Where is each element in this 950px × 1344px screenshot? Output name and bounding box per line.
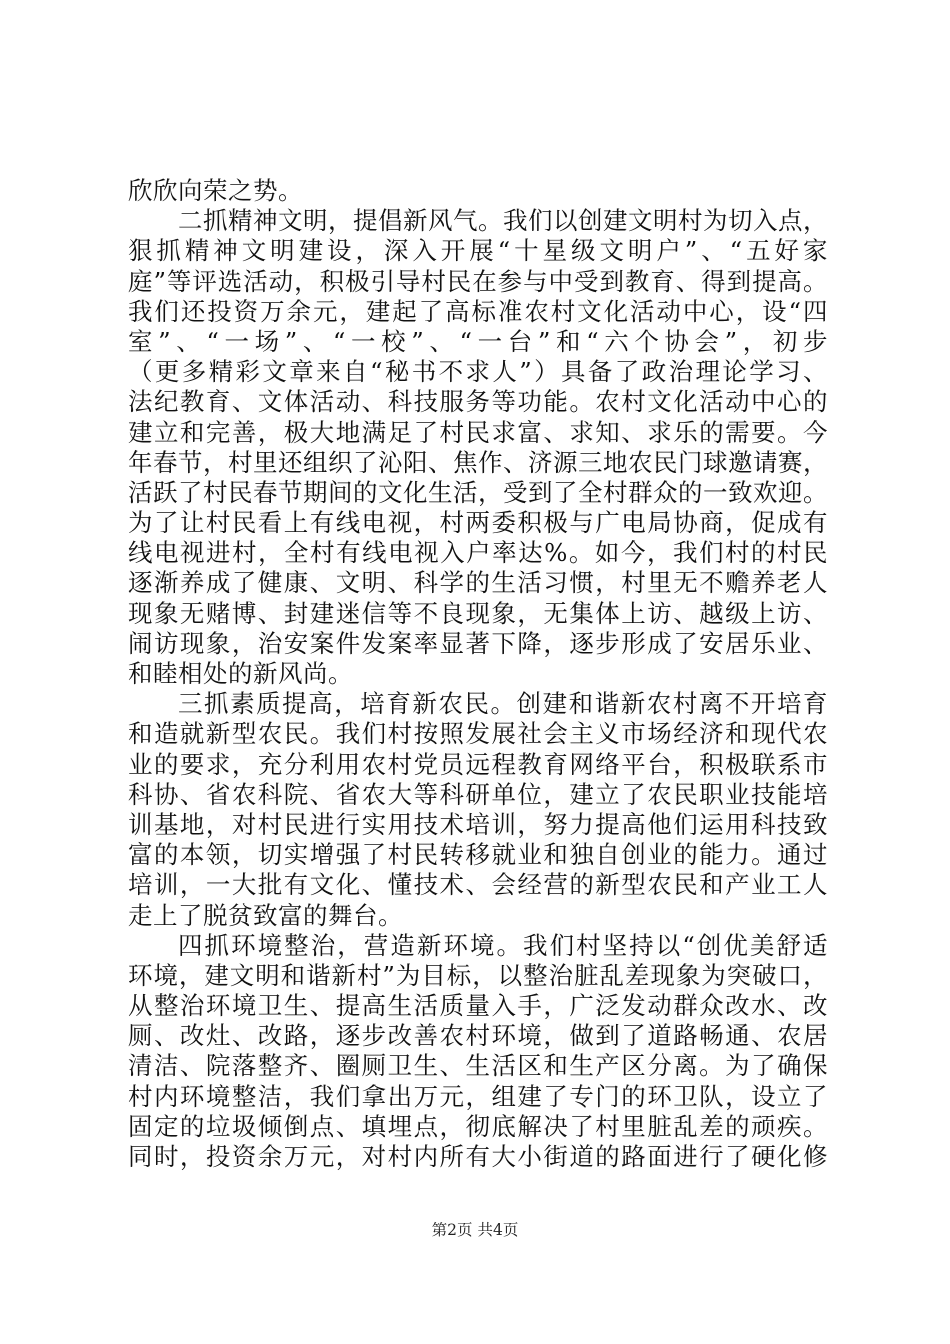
text-line: 活跃了村民春节期间的文化生活，受到了全村群众的一致欢迎。 [128, 477, 828, 507]
text-line: 线电视进村，全村有线电视入户率达%。如今，我们村的村民 [128, 538, 828, 568]
text-line: 清洁、院落整齐、圈厕卫生、生活区和生产区分离。为了确保 [128, 1051, 828, 1081]
text-line: 建立和完善，极大地满足了村民求富、求知、求乐的需要。今 [128, 417, 828, 447]
text-line: 闹访现象，治安案件发案率显著下降，逐步形成了安居乐业、 [128, 628, 828, 658]
text-line: 逐渐养成了健康、文明、科学的生活习惯，村里无不赡养老人 [128, 568, 828, 598]
text-line: 现象无赌博、封建迷信等不良现象，无集体上访、越级上访、 [128, 598, 828, 628]
text-line: 法纪教育、文体活动、科技服务等功能。农村文化活动中心的 [128, 387, 828, 417]
text-line: 村内环境整洁，我们拿出万元，组建了专门的环卫队，设立了 [128, 1081, 828, 1111]
page-footer: 第2页 共4页 [431, 1221, 519, 1239]
text-line: 科协、省农科院、省农大等科研单位，建立了农民职业技能培 [128, 779, 828, 809]
document-body [128, 176, 828, 1172]
text-line: 和睦相处的新风尚。 [128, 659, 353, 688]
text-line: 从整治环境卫生、提高生活质量入手，广泛发动群众改水、改 [128, 991, 828, 1021]
text-line: 四抓环境整治，营造新环境。我们村坚持以“创优美舒适 [178, 930, 828, 960]
text-line: 走上了脱贫致富的舞台。 [128, 900, 403, 930]
text-line: 狠抓精神文明建设，深入开展“十星级文明户”、“五好家 [128, 236, 828, 266]
text-line: 环境，建文明和谐新村”为目标，以整治脏乱差现象为突破口， [128, 960, 828, 990]
text-line: 厕、改灶、改路，逐步改善农村环境，做到了道路畅通、农居 [128, 1021, 828, 1051]
text-line: 同时，投资余万元，对村内所有大小街道的路面进行了硬化修 [128, 1142, 828, 1171]
text-line: 培训，一大批有文化、懂技术、会经营的新型农民和产业工人 [128, 870, 828, 900]
text-line: 训基地，对村民进行实用技术培训，努力提高他们运用科技致 [128, 809, 828, 839]
text-line: 二抓精神文明，提倡新风气。我们以创建文明村为切入点， [178, 206, 828, 236]
text-line: 为了让村民看上有线电视，村两委积极与广电局协商，促成有 [128, 508, 828, 538]
text-line: 三抓素质提高，培育新农民。创建和谐新农村离不开培育 [178, 689, 828, 719]
text-line: 年春节，村里还组织了沁阳、焦作、济源三地农民门球邀请赛， [128, 447, 828, 477]
text-line: 我们还投资万余元，建起了高标准农村文化活动中心，设“四 [128, 296, 828, 326]
text-line: 固定的垃圾倾倒点、填埋点，彻底解决了村里脏乱差的顽疾。 [128, 1111, 828, 1141]
text-line: 庭”等评选活动，积极引导村民在参与中受到教育、得到提高。 [128, 266, 828, 296]
text-line: 富的本领，切实增强了村民转移就业和独自创业的能力。通过 [128, 840, 828, 870]
text-line: （更多精彩文章来自“秘书不求人”）具备了政治理论学习、 [128, 357, 828, 387]
text-line: 室”、“一场”、“一校”、“一台”和“六个协会”，初步 [128, 326, 828, 356]
text-line: 业的要求，充分利用农村党员远程教育网络平台，积极联系市 [128, 749, 828, 779]
text-line: 欣欣向荣之势。 [128, 176, 303, 205]
text-line: 和造就新型农民。我们村按照发展社会主义市场经济和现代农 [128, 719, 828, 749]
